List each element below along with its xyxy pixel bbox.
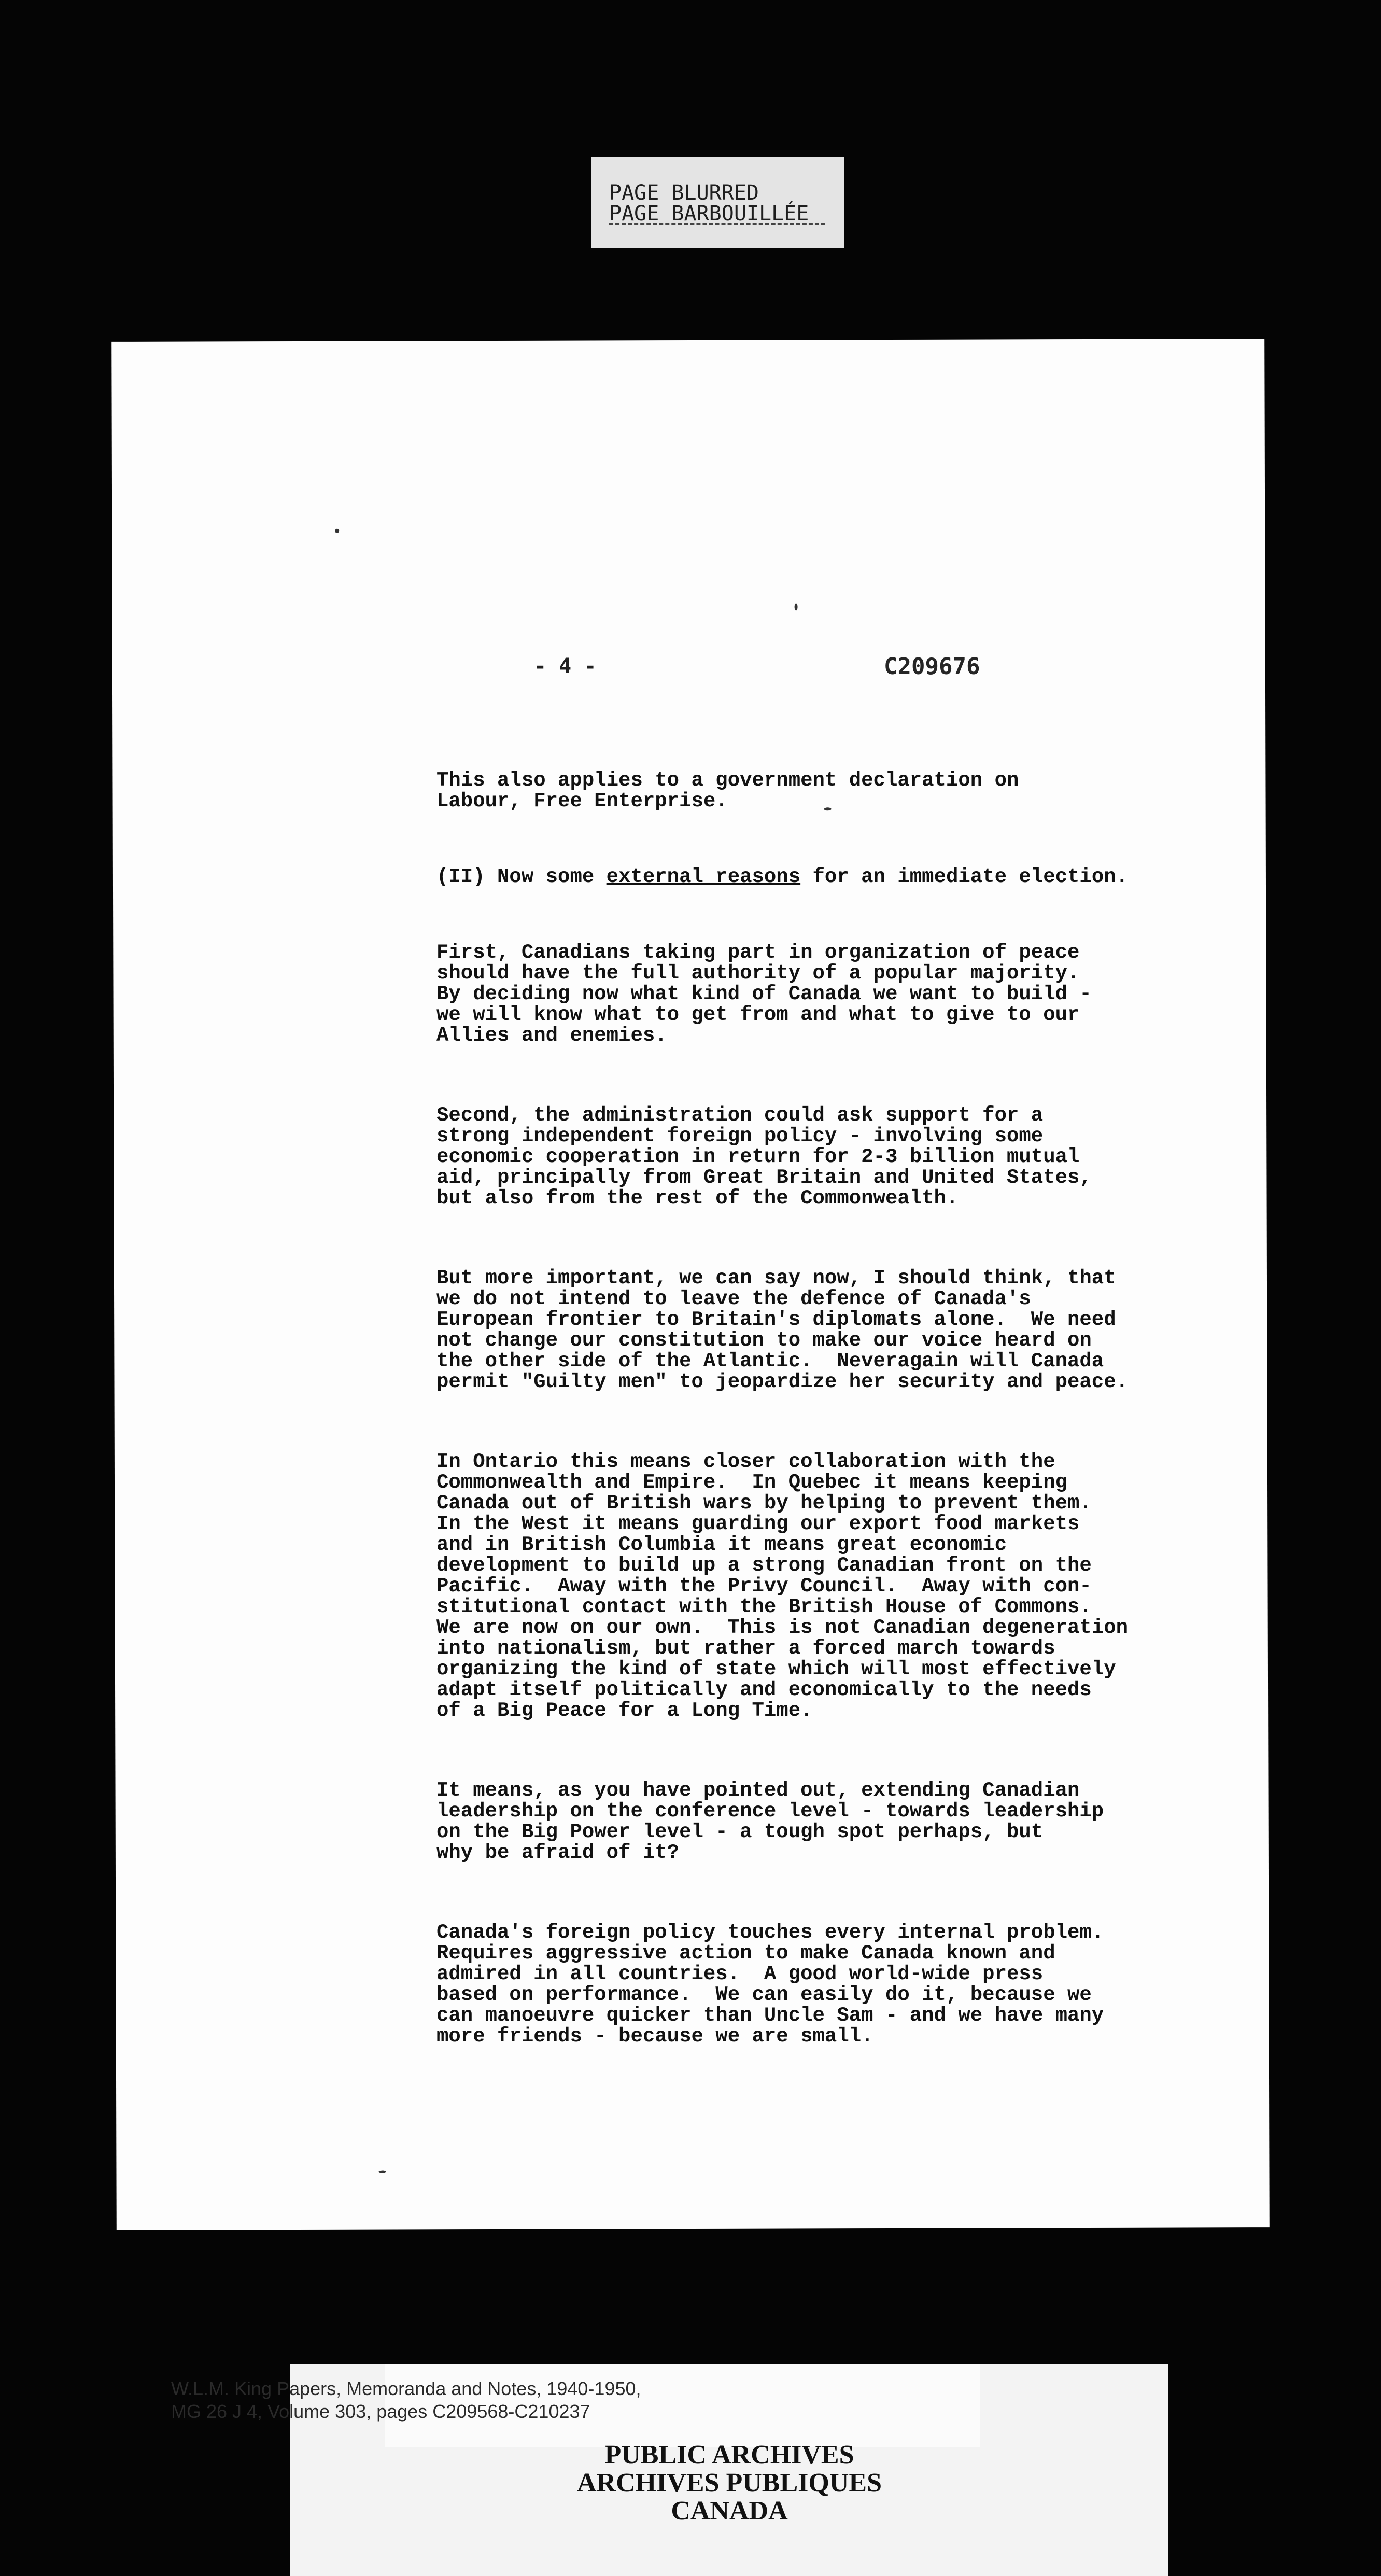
heading-underlined: external reasons — [606, 865, 801, 888]
line: economic cooperation in return for 2-3 billion mutual — [436, 1145, 1080, 1168]
document-code: C209676 — [884, 653, 980, 680]
line: First, Canadians taking part in organization of peace — [436, 941, 1080, 964]
line: stitutional contact with the British House of Commons. — [436, 1595, 1092, 1618]
line: based on performance. We can easily do it, because we — [436, 1983, 1092, 2006]
paragraph-second — [436, 1105, 1193, 1209]
line: of a Big Peace for a Long Time. — [436, 1699, 813, 1722]
line: It means, as you have pointed out, extending Canadian — [436, 1779, 1080, 1802]
line: But more important, we can say now, I should think, that — [436, 1267, 1116, 1290]
heading-suffix: for an immediate election. — [800, 865, 1129, 888]
line: leadership on the conference level - towards leadership — [436, 1800, 1104, 1823]
line: why be afraid of it? — [436, 1841, 680, 1864]
line: organizing the kind of state which will most effectively — [436, 1658, 1116, 1681]
line: adapt itself politically and economically to the needs — [436, 1678, 1092, 1701]
paragraph-first — [436, 942, 1193, 1046]
line: By deciding now what kind of Canada we want to build - — [436, 983, 1092, 1005]
paragraph-foreign-policy — [436, 1922, 1193, 2047]
line: on the Big Power level - a tough spot perhaps, but — [436, 1821, 1044, 1843]
memo-body — [436, 729, 1193, 2085]
line: Requires aggressive action to make Canada known and — [436, 1942, 1055, 1965]
reference-line-2: MG 26 J 4, Volume 303, pages C209568-C210237 — [171, 2401, 590, 2422]
stamp-dashed-rule — [609, 223, 825, 225]
org-line-english: PUBLIC ARCHIVES — [604, 2440, 854, 2470]
line: and in British Columbia it means great economic — [436, 1533, 1007, 1556]
line: we do not intend to leave the defence of Canada's — [436, 1287, 1031, 1310]
line: we will know what to get from and what to give to our — [436, 1003, 1080, 1026]
paragraph-ontario — [436, 1451, 1193, 1721]
line: the other side of the Atlantic. Neveragain will Canada — [436, 1350, 1104, 1373]
line: Labour, Free Enterprise. — [436, 790, 728, 813]
line: Allies and enemies. — [436, 1024, 667, 1047]
org-line-french: ARCHIVES PUBLIQUES — [576, 2468, 882, 2498]
line: development to build up a strong Canadian front on the — [436, 1554, 1092, 1577]
page-blurred-stamp — [591, 157, 844, 248]
line: permit "Guilty men" to jeopardize her security and peace. — [436, 1370, 1129, 1393]
line: Commonwealth and Empire. In Quebec it means keeping — [436, 1471, 1067, 1494]
reference-line-1: W.L.M. King Papers, Memoranda and Notes, 1940-1950, — [171, 2378, 641, 2399]
heading-prefix: (II) Now some — [436, 865, 607, 888]
line: This also applies to a government declaration on — [436, 769, 1019, 792]
line: Canada's foreign policy touches every internal problem. — [436, 1921, 1104, 1944]
line: In Ontario this means closer collaboration with the — [436, 1450, 1055, 1473]
line: more friends - because we are small. — [436, 2025, 873, 2048]
line: should have the full authority of a popular majority. — [436, 962, 1080, 985]
line: In the West it means guarding our export food markets — [436, 1513, 1080, 1535]
line: strong independent foreign policy - involving some — [436, 1125, 1044, 1147]
paragraph-leadership — [436, 1780, 1193, 1863]
paragraph-more-important — [436, 1268, 1193, 1392]
line: can manoeuvre quicker than Uncle Sam - and we have many — [436, 2004, 1104, 2027]
line: We are now on our own. This is not Canadian degeneration — [436, 1616, 1129, 1639]
page-number: - 4 - — [534, 654, 597, 678]
line: Second, the administration could ask support for a — [436, 1104, 1044, 1127]
line: into nationalism, but rather a forced march towards — [436, 1637, 1055, 1660]
line: European frontier to Britain's diplomats alone. We need — [436, 1308, 1116, 1331]
line: Canada out of British wars by helping to prevent them. — [436, 1492, 1092, 1515]
stamp-line-french: PAGE BARBOUILLÉE — [609, 202, 809, 226]
org-line-country: CANADA — [671, 2496, 788, 2526]
paragraph-1 — [436, 770, 1193, 811]
page-specks — [111, 339, 1264, 342]
section-heading-external-reasons — [436, 866, 1193, 887]
line: Pacific. Away with the Privy Council. Away with con- — [436, 1575, 1092, 1598]
line: aid, principally from Great Britain and United States, — [436, 1166, 1092, 1189]
line: but also from the rest of the Commonwealth. — [436, 1187, 959, 1210]
archive-organization — [290, 2441, 1168, 2525]
archive-reference — [171, 2377, 641, 2423]
line: not change our constitution to make our voice heard on — [436, 1329, 1092, 1352]
line: admired in all countries. A good world-wide press — [436, 1963, 1044, 1985]
stamp-line-english: PAGE BLURRED — [609, 181, 759, 205]
